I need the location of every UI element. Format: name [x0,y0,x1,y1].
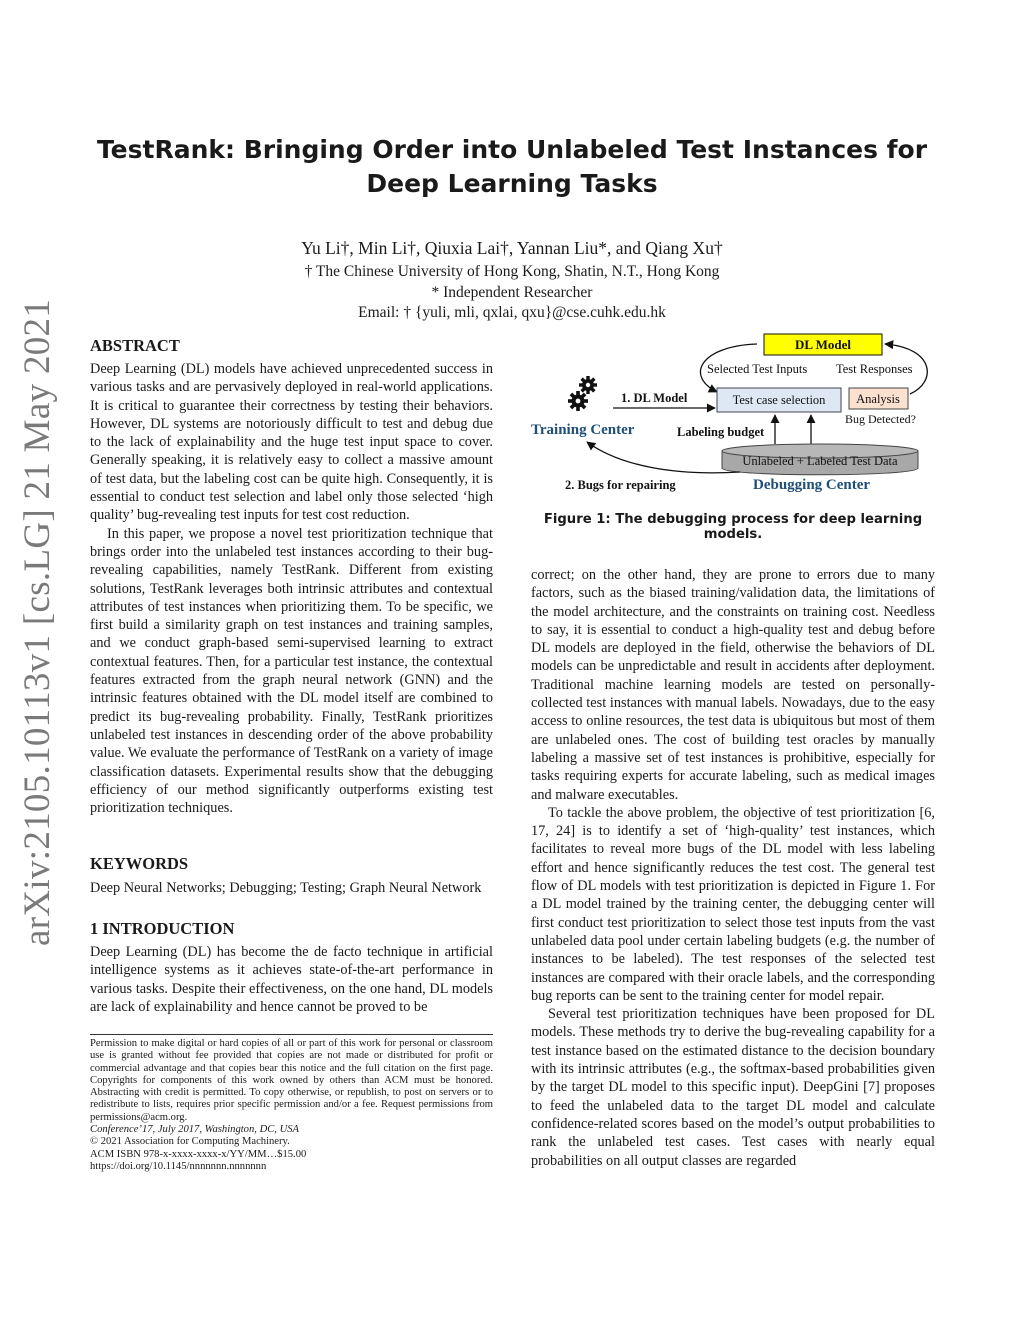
intro-paragraph-continued: correct; on the other hand, they are prone to errors due to many factors, such as the biased training/validation data, the limitations of the model architecture, and the constraints on training cost. Needless to say, it is essential to conduct a high-quality test and debug before DL models are deployed in the field, otherwise the behaviors of DL models can be unpredictable and result in accidents after deployment. Traditional machine learning models are tested on personally-collected test instances with manual labels. Nowadays, due to the easy access to online resources, the test data is ubiquitous but most of them are unlabeled ones. The cost of building test oracles by manually labeling a massive set of test instances is prohibitive, especially for tasks requiring experts for accurate labeling, such as medical images and malware executables. [531,567,935,803]
test-case-selection-label: Test case selection [732,393,826,407]
author-email: Email: † {yuli, mli, qxlai, qxu}@cse.cuhk.edu.hk [358,304,666,321]
abstract-body [90,360,493,817]
footnote-block [90,1038,493,1173]
keywords-text: Deep Neural Networks; Debugging; Testing; Graph Neural Network [90,880,482,896]
step-1-label: 1. DL Model [621,391,688,405]
abstract-paragraph-2: In this paper, we propose a novel test prioritization technique that brings order into the unlabeled test instances according to their bug-revealing capabilities, namely TestRank. Different from existing solutions, TestRank leverages both intrinsic attributes and contextual attributes of test instances when prioritizing them. To be specific, we first build a similarity graph on test instances and training samples, and we conduct graph-based semi-supervised learning to extract contextual features. Then, for a particular test instance, the contextual features extracted from the graph neural network (GNN) and the intrinsic features obtained with the DL model itself are combined to predict its bug-revealing probability. Finally, TestRank prioritizes unlabeled test instances in descending order of the above probability value. We evaluate the performance of TestRank on a variety of image classification datasets. Experimental results show that the debugging efficiency of our method significantly outperforms existing test prioritization techniques. [90,525,493,817]
abstract-paragraph-1: Deep Learning (DL) models have achieved unprecedented success in various tasks and are pervasively deployed in real-world applications. It is critical to guarantee their correctness by testing their behaviors. However, DL systems are notoriously difficult to test and debug due to the lack of explainability and the huge test input space to cover. Generally speaking, it is relatively easy to collect a massive amount of test data, but the labeling cost can be quite high. Consequently, it is essential to conduct test selection and label only those selected ‘high quality’ bug-revealing test inputs for test cost reduction. [90,361,493,524]
data-pool-label: Unlabeled + Labeled Test Data [742,454,898,468]
test-responses-label: Test Responses [836,362,913,376]
doi-line: https://doi.org/10.1145/nnnnnnn.nnnnnnn [90,1160,267,1172]
intro-paragraph-3: Several test prioritization techniques have been proposed for DL models. These methods try to derive the bug-revealing capability for a test instance based on the estimated distance to the decision boundary with its intrinsic attributes (e.g., the softmax-based probabilities given by the target DL model to this specific input). DeepGini [7] proposes to feed the unlabeled data to the target DL model and calculate confidence-related scores based on the model’s output probabilities to rank the unlabeled test cases. Test cases with nearly equal probabilities on all output classes are regarded [531,1006,935,1169]
copyright-line: © 2021 Association for Computing Machinery. [90,1136,290,1148]
selected-inputs-label: Selected Test Inputs [707,362,808,376]
title-line-1: TestRank: Bringing Order into Unlabeled Test Instances for [96,135,928,164]
dl-model-label: DL Model [795,337,851,352]
training-center-label: Training Center [531,422,635,438]
affiliation-2: * Independent Researcher [431,284,593,301]
footnote-rule [90,1034,493,1035]
intro-paragraph-1: Deep Learning (DL) has become the de facto technique in artificial intelligence systems as it achieves state-of-the-art performance in various tasks. Despite their effectiveness, on the one hand, DL models are lack of explainability and hence cannot be proved to be [90,944,493,1015]
intro-paragraph-2: To tackle the above problem, the objective of test prioritization [6, 17, 24] is to identify a set of ‘high-quality’ test instances, which facilitates to reveal more bugs of the DL model with less labeling effort and hence significantly reduces the test cost. The general test flow of DL models with test prioritization is depicted in Figure 1. For a DL model trained by the training center, the debugging center will first conduct test prioritization to select those test inputs from the vast unlabeled data pool under certain labeling budgets (e.g. the number of instances to be labeled). The test responses of the selected test instances are compared with their oracle labels, and the corresponding bug reports can be sent to the training center for model repair. [531,804,935,1004]
keywords-heading: KEYWORDS [90,854,189,873]
right-column-body [531,566,935,1170]
conference-line: Conference’17, July 2017, Washington, DC, USA [90,1124,300,1136]
step-2-arrow [587,442,740,473]
analysis-label: Analysis [856,392,900,406]
figure-1-diagram [525,330,945,502]
introduction-heading: 1 INTRODUCTION [90,919,235,938]
affiliation-1: † The Chinese University of Hong Kong, Shatin, N.T., Hong Kong [304,263,720,280]
debugging-center-label: Debugging Center [753,477,871,493]
isbn-line: ACM ISBN 978-x-xxxx-xxxx-x/YY/MM…$15.00 [90,1148,307,1160]
figure-1-caption: Figure 1: The debugging process for deep learning models. [543,512,923,542]
gear-icon [568,376,597,411]
permission-notice: Permission to make digital or hard copies of all or part of this work for personal or classroom use is granted without fee provided that copies are not made or distributed for profit or commercial advantage and that copies bear this notice and the full citation on the first page. Copyrights for components of this work owned by others than ACM must be honored. Abstracting with credit is permitted. To copy otherwise, or republish, to post on servers or to redistribute to lists, requires prior specific permission and/or a fee. Request permissions from permissions@acm.org. [90,1038,493,1123]
bug-detected-label: Bug Detected? [845,412,916,426]
title-line-2: Deep Learning Tasks [366,169,658,198]
introduction-body [90,943,493,1016]
labeling-budget-label: Labeling budget [677,425,765,439]
author-list: Yu Li†, Min Li†, Qiuxia Lai†, Yannan Liu*, and Qiang Xu† [301,238,723,258]
step-2-label: 2. Bugs for repairing [565,478,676,492]
abstract-heading: ABSTRACT [90,336,180,355]
arxiv-side-label: arXiv:2105.10113v1 [cs.LG] 21 May 2021 [17,298,58,946]
paper-title [90,133,934,201]
